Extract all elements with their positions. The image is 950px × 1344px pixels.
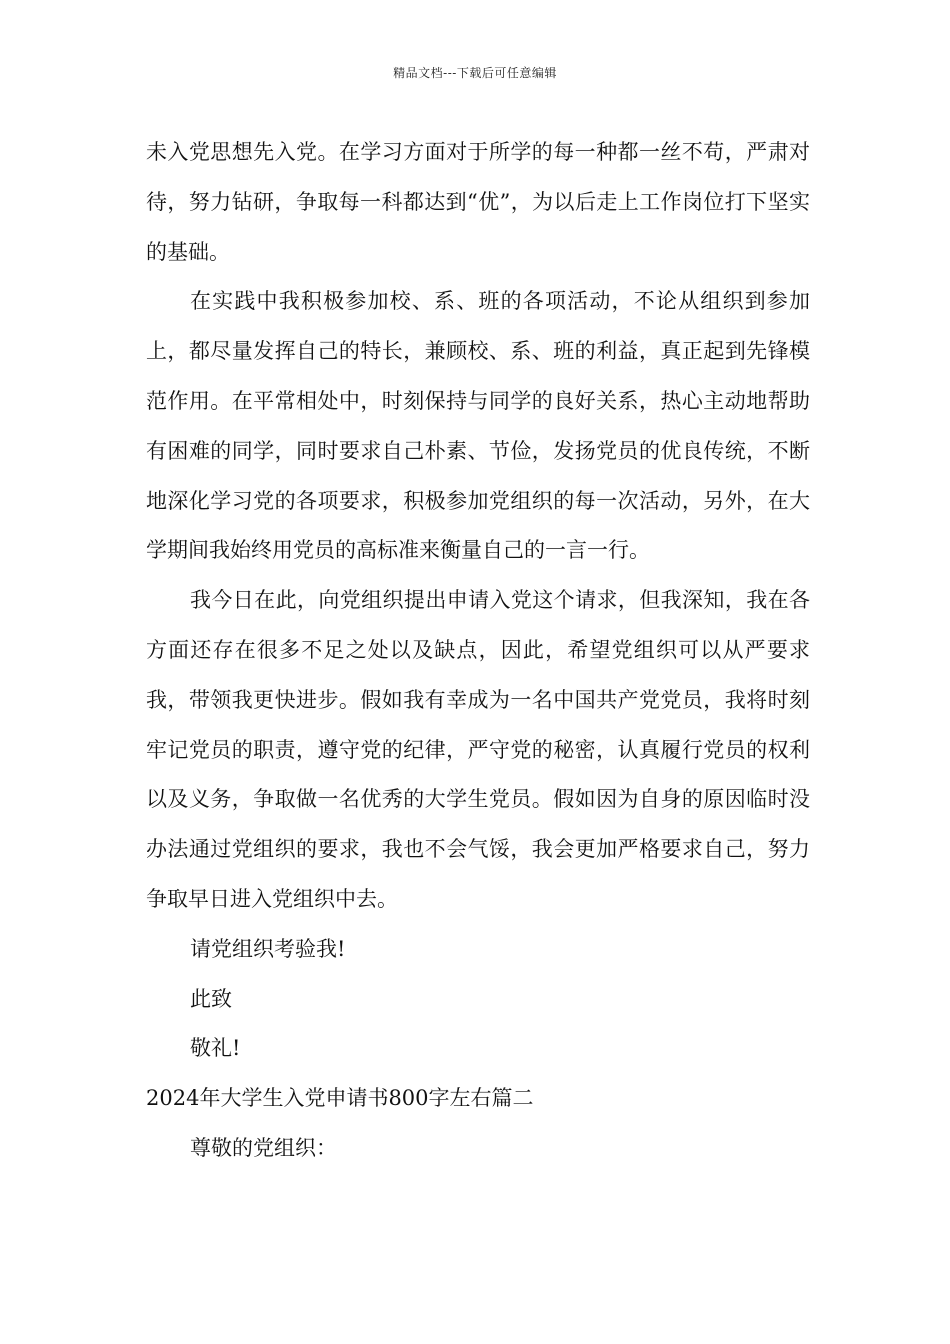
paragraph-3: 我今日在此，向党组织提出申请入党这个请求，但我深知，我在各方面还存在很多不足之处以及缺点，因此，希望党组织可以从严要求我，带领我更快进步。假如我有幸成为一名中国共产党党员，我将时刻牢记党员的职责，遵守党的纪律，严守党的秘密，认真履行党员的权利以及义务，争取做一名优秀的大学生党员。假如因为自身的原因临时没办法通过党组织的要求，我也不会气馁，我会更加严格要求自己，努力争取早日进入党组织中去。 [146,588,810,911]
closing-salutation: 此致 [190,986,232,1011]
closing-request: 请党组织考验我! [190,936,346,961]
document-body [146,128,810,1174]
page-header: 精品文档---下载后可任意编辑 [393,66,557,80]
paragraph-1: 未入党思想先入党。在学习方面对于所学的每一种都一丝不苟，严肃对待，努力钻研，争取每一科都达到“优”，为以后走上工作岗位打下坚实的基础。 [146,140,810,264]
closing-regards: 敬礼! [190,1036,241,1061]
section-title: 2024年大学生入党申请书800字左右篇二 [146,1086,534,1111]
paragraph-2: 在实践中我积极参加校、系、班的各项活动，不论从组织到参加上，都尽量发挥自己的特长，兼顾校、系、班的利益，真正起到先锋模范作用。在平常相处中，时刻保持与同学的良好关系，热心主动地帮助有困难的同学，同时要求自己朴素、节俭，发扬党员的优良传统，不断地深化学习党的各项要求，积极参加党组织的每一次活动，另外，在大学期间我始终用党员的高标准来衡量自己的一言一行。 [146,289,810,563]
greeting: 尊敬的党组织： [190,1135,337,1160]
